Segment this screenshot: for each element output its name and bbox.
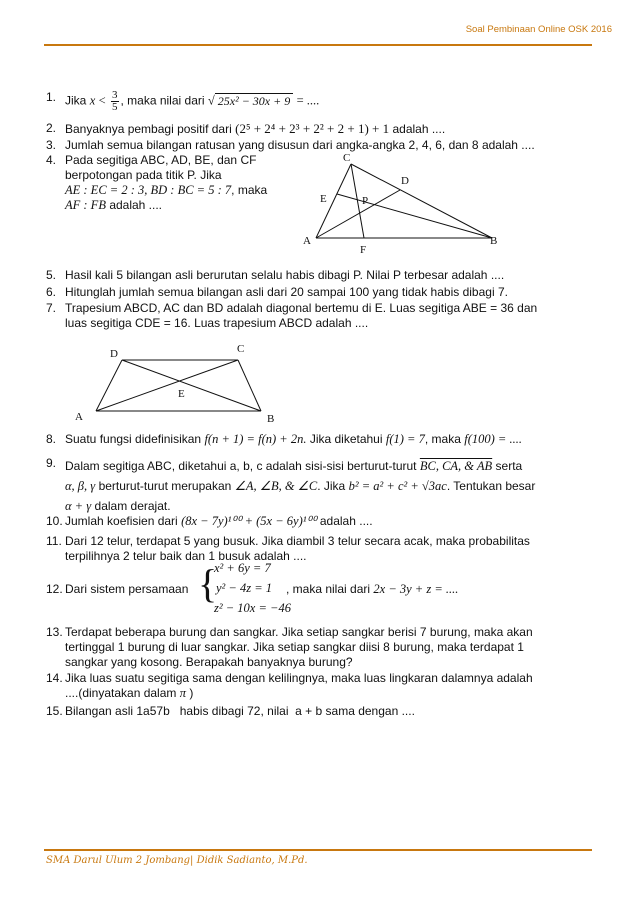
footer-text: SMA Darul Ulum 2 Jombang| Didik Sadianto, M.Pd. (46, 855, 308, 866)
question-number: 5. (46, 268, 57, 282)
q13-line-1: Terdapat beberapa burung dan sangkar. Jika setiap sangkar berisi 7 burung, maka akan (65, 625, 533, 639)
q14-line-1: Jika luas suatu segitiga sama dengan kelilingnya, maka luas lingkaran dalamnya adalah (65, 671, 533, 685)
q13-line-3: sangkar yang kosong. Berapakah banyaknya burung? (65, 655, 353, 669)
label-c: C (237, 343, 245, 355)
q9-l2f: . Tentukan besar (446, 479, 536, 493)
q8-asked: f(100) = .... (464, 432, 522, 446)
question-9 (46, 456, 608, 516)
q1-radicand: 25x² − 30x + 9 (215, 93, 293, 109)
question-number: 2. (46, 121, 57, 135)
q15-text: Bilangan asli 1a57b habis dibagi 72, nilai a + b sama dengan .... (65, 704, 415, 718)
q8-mid2: , maka (424, 432, 461, 446)
q8-initial: f(1) = 7 (385, 432, 425, 446)
label-d: D (401, 175, 409, 187)
q1-fraction (111, 90, 119, 113)
q12-pre: Dari sistem persamaan (65, 582, 189, 596)
q8-recurrence: f(n + 1) = f(n) + 2n. (204, 432, 307, 446)
question-5 (46, 268, 608, 283)
equation-2: y² − 4z = 1 (216, 581, 273, 595)
q1-denominator: 5 (112, 101, 118, 113)
q10-pre: Jumlah koefisien dari (65, 514, 178, 528)
q1-lt: < (98, 93, 106, 108)
header-title: Soal Pembinaan Online OSK 2016 (465, 24, 612, 35)
question-6 (46, 285, 608, 300)
q4-line-4: adalah .... (109, 198, 163, 212)
equation-system (198, 561, 298, 621)
q9-pre: Dalam segitiga ABC, diketahui a, b, c adalah sisi-sisi berturut-turut (65, 459, 417, 473)
q4-asked-ratio: AF : FB (65, 198, 106, 212)
q9-l2d: . Jika (317, 479, 346, 493)
question-number: 8. (46, 432, 57, 446)
q8-mid: Jika diketahui (309, 432, 383, 446)
label-c: C (343, 152, 351, 164)
q4-line-1: Pada segitiga ABC, AD, BE, dan CF (65, 153, 257, 167)
q12-mid: , maka nilai dari (286, 582, 371, 596)
q11-line-1: Dari 12 telur, terdapat 5 yang busuk. Jika diambil 3 telur secara acak, maka probabilitas (65, 534, 530, 548)
radical-sign: √ (207, 93, 215, 108)
q13-line-2: tertinggal 1 burung di luar sangkar. Jika setiap sangkar diisi 8 burung, maka terdapat 1 (65, 640, 524, 654)
q1-var: x (89, 93, 96, 108)
question-number: 7. (46, 301, 57, 315)
header-rule (44, 44, 592, 46)
q9-condition: b² = a² + c² + √3ac (348, 479, 447, 493)
question-number: 9. (46, 456, 57, 470)
q2-expression: (2⁵ + 2⁴ + 2³ + 2² + 2 + 1) + 1 (235, 121, 390, 136)
label-f: F (360, 244, 367, 256)
question-2 (46, 121, 608, 137)
diagonal-bd (122, 360, 261, 411)
question-number: 1. (46, 90, 57, 104)
equation-3: z² − 10x = −46 (214, 601, 291, 615)
q9-angle-set: ∠A, ∠B, & ∠C (234, 479, 318, 493)
question-number: 12. (46, 582, 63, 596)
q9-sum: α + γ (65, 499, 92, 513)
question-13 (46, 625, 608, 670)
question-number: 3. (46, 138, 57, 152)
q10-expression: (8x − 7y)¹⁰⁰ + (5x − 6y)¹⁰⁰ (181, 514, 317, 528)
q11-line-2: terpilihnya 2 telur baik dan 1 busuk adalah .... (65, 549, 307, 563)
diagonal-ac (96, 360, 238, 411)
question-1 (46, 90, 608, 113)
q7-line-1: Trapesium ABCD, AC dan BD adalah diagonal bertemu di E. Luas segitiga ABE = 36 dan (65, 301, 538, 315)
q9-l3b: dalam derajat. (94, 499, 171, 513)
question-number: 14. (46, 671, 63, 685)
q1-eq: = .... (296, 93, 320, 108)
question-number: 10. (46, 514, 63, 528)
q9-post: serta (495, 459, 523, 473)
question-8 (46, 432, 608, 447)
q9-angles: α, β, γ (65, 479, 96, 493)
question-14 (46, 671, 608, 701)
question-4 (46, 153, 326, 213)
label-e: E (178, 388, 185, 400)
cevian-ad (316, 190, 400, 238)
question-7 (46, 301, 608, 331)
label-d: D (110, 348, 118, 360)
pi-symbol: π (179, 686, 187, 700)
question-15 (46, 704, 608, 719)
q12-tail (286, 582, 458, 597)
q10-post: adalah .... (319, 514, 373, 528)
q4-line-3: , maka (231, 183, 268, 197)
footer-rule (44, 849, 592, 851)
q14-line-2: ....(dinyatakan dalam (65, 686, 177, 700)
question-10 (46, 514, 608, 529)
q4-line-2: berpotongan pada titik P. Jika (65, 168, 222, 182)
q3-text: Jumlah semua bilangan ratusan yang disusun dari angka-angka 2, 4, 6, dan 8 adalah .... (65, 138, 535, 152)
question-number: 4. (46, 153, 57, 167)
question-number: 11. (46, 534, 62, 548)
question-number: 15. (46, 704, 63, 718)
q14-line-2-end: ) (189, 686, 194, 700)
q4-ratio: AE : EC = 2 : 3, BD : BC = 5 : 7 (65, 183, 232, 197)
q1-pre: Jika (65, 93, 87, 108)
trapezium-figure (70, 340, 290, 430)
label-b: B (490, 235, 498, 247)
label-a: A (303, 235, 311, 247)
label-b: B (267, 413, 275, 425)
question-number: 6. (46, 285, 57, 299)
q2-pre: Banyaknya pembagi positif dari (65, 122, 232, 136)
q2-post: adalah .... (392, 122, 446, 136)
brace: { (198, 561, 218, 606)
q7-line-2: luas segitiga CDE = 16. Luas trapesium ABCD adalah .... (65, 316, 369, 330)
question-number: 13. (46, 625, 63, 639)
question-11 (46, 534, 608, 564)
q8-pre: Suatu fungsi didefinisikan (65, 432, 202, 446)
label-a: A (75, 411, 83, 423)
q9-sides: BC, CA, & AB (419, 459, 493, 473)
q12-asked: 2x − 3y + z = .... (373, 582, 459, 596)
label-e: E (320, 193, 327, 205)
q5-text: Hasil kali 5 bilangan asli berurutan selalu habis dibagi P. Nilai P terbesar adalah .... (65, 268, 505, 282)
q9-l2b: berturut-turut merupakan (98, 479, 232, 493)
q6-text: Hitunglah jumlah semua bilangan asli dari 20 sampai 100 yang tidak habis dibagi 7. (65, 285, 508, 299)
label-p: P (362, 195, 369, 207)
equation-1: x² + 6y = 7 (214, 561, 271, 575)
q1-numerator: 3 (112, 89, 118, 101)
side-bc (351, 164, 492, 238)
q1-mid: , maka nilai dari (120, 93, 205, 108)
triangle-figure (295, 150, 515, 260)
